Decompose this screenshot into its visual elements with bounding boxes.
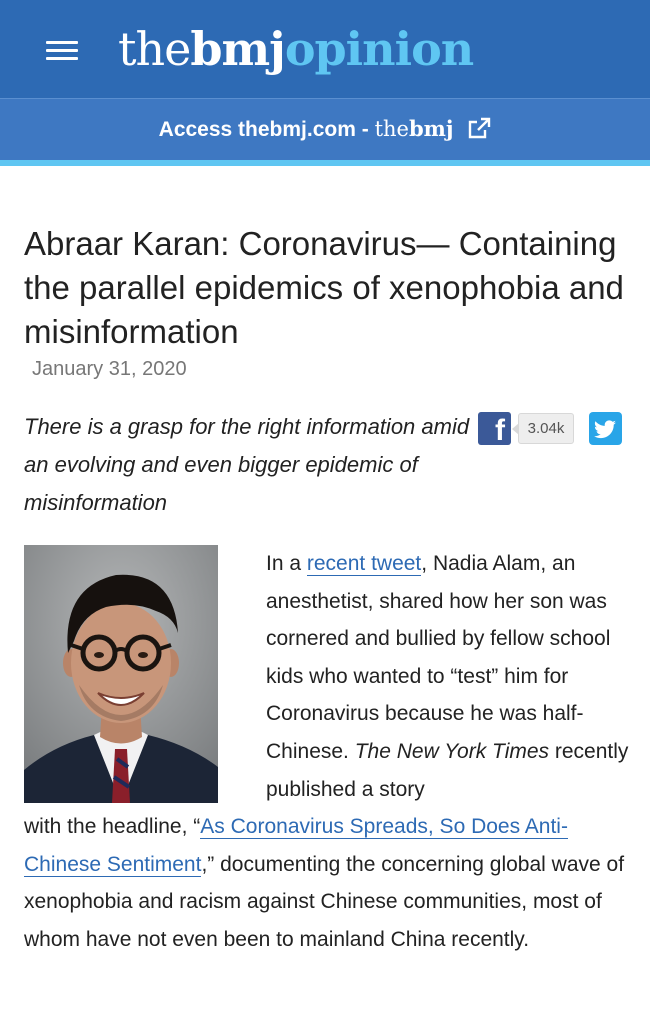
- hamburger-menu-icon[interactable]: [46, 38, 78, 62]
- article-standfirst: There is a grasp for the right information amid an evolving and even bigger epidemic of misinformation: [24, 414, 470, 515]
- facebook-share-count[interactable]: 3.04k: [518, 413, 574, 444]
- author-photo: [24, 545, 218, 803]
- access-thebmj-link[interactable]: Access thebmj.com - thebmj: [0, 116, 650, 142]
- nyt-headline-link[interactable]: As Coronavirus Spreads, So Does Anti-Chinese Sentiment: [24, 815, 568, 876]
- facebook-icon[interactable]: f: [478, 412, 511, 445]
- bmj-opinion-logo[interactable]: thebmjopinion: [118, 22, 474, 76]
- access-bar: [0, 98, 650, 160]
- site-header: [0, 0, 650, 98]
- recent-tweet-link[interactable]: recent tweet: [306, 552, 422, 575]
- twitter-icon[interactable]: [589, 412, 622, 445]
- header-accent-line: [0, 160, 650, 166]
- nyt-title: The New York Times: [354, 739, 550, 763]
- article-body-paragraph-bottom: with the headline, “As Coronavirus Spreads, So Does Anti-Chinese Sentiment,” documenting the concerning global wave of xenophobia and racism against Chinese communities, most of whom have not even been to mainland China recently.: [24, 815, 625, 951]
- twitter-bird-icon: [589, 412, 622, 445]
- article-body-paragraph-top: In a recent tweet, Nadia Alam, an anesthetist, shared how her son was cornered and bullied by fellow school kids who wanted to “test” him for Coronavirus because he was half-Chinese. The New York Times recently published a story: [266, 552, 629, 801]
- external-link-icon: [467, 117, 491, 139]
- article-title: Abraar Karan: Coronavirus— Containing the parallel epidemics of xenophobia and misinformation: [24, 225, 624, 350]
- article-date: January 31, 2020: [32, 358, 187, 380]
